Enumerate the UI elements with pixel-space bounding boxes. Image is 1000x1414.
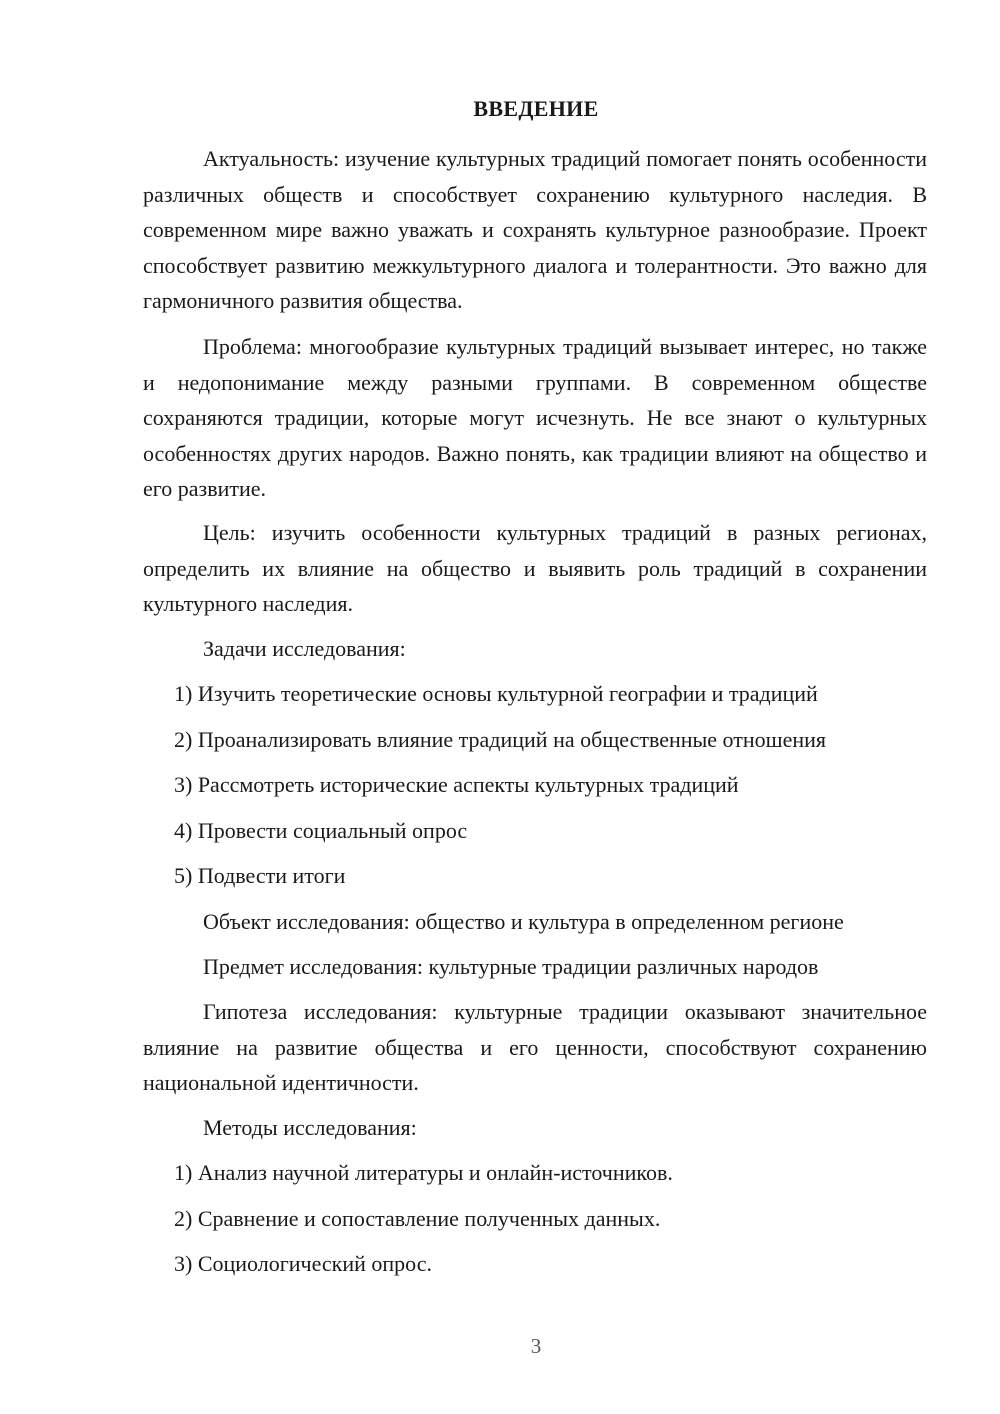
task-item: 3) Рассмотреть исторические аспекты культурных традиций xyxy=(174,772,739,797)
task-item: 1) Изучить теоретические основы культурной географии и традиций xyxy=(174,681,818,706)
hypothesis-paragraph: Гипотеза исследования: культурные традиции оказывают значительное влияние на развитие общества и его ценности, способствуют сохранению национальной идентичности. xyxy=(143,999,927,1095)
page-title: ВВЕДЕНИЕ xyxy=(473,96,599,121)
problem-paragraph: Проблема: многообразие культурных традиций вызывает интерес, но также и недопонимание между разными группами. В современном обществе сохраняются традиции, которые могут исчезнуть. Не все знают о культурных особенностях других народов. Важно понять, как традиции влияют на общество и его развитие. xyxy=(143,334,927,501)
research-object: Объект исследования: общество и культура в определенном регионе xyxy=(203,909,844,934)
task-item: 5) Подвести итоги xyxy=(174,863,346,888)
research-subject: Предмет исследования: культурные традиции различных народов xyxy=(203,954,819,979)
task-item: 4) Провести социальный опрос xyxy=(174,818,468,843)
goal-paragraph: Цель: изучить особенности культурных традиций в разных регионах, определить их влияние на общество и выявить роль традиций в сохранении культурного наследия. xyxy=(143,520,927,616)
method-item: 1) Анализ научной литературы и онлайн-источников. xyxy=(174,1160,673,1185)
relevance-paragraph: Актуальность: изучение культурных традиций помогает понять особенности различных обществ и способствует сохранению культурного наследия. В современном мире важно уважать и сохранять культурное разнообразие. Проект способствует развитию межкультурного диалога и толерантности. Это важно для гармоничного развития общества. xyxy=(143,146,927,313)
tasks-heading: Задачи исследования: xyxy=(203,636,406,661)
method-item: 3) Социологический опрос. xyxy=(174,1251,432,1276)
task-item: 2) Проанализировать влияние традиций на общественные отношения xyxy=(174,727,827,752)
methods-heading: Методы исследования: xyxy=(203,1115,417,1140)
method-item: 2) Сравнение и сопоставление полученных данных. xyxy=(174,1206,661,1231)
page-number: 3 xyxy=(530,1334,542,1358)
